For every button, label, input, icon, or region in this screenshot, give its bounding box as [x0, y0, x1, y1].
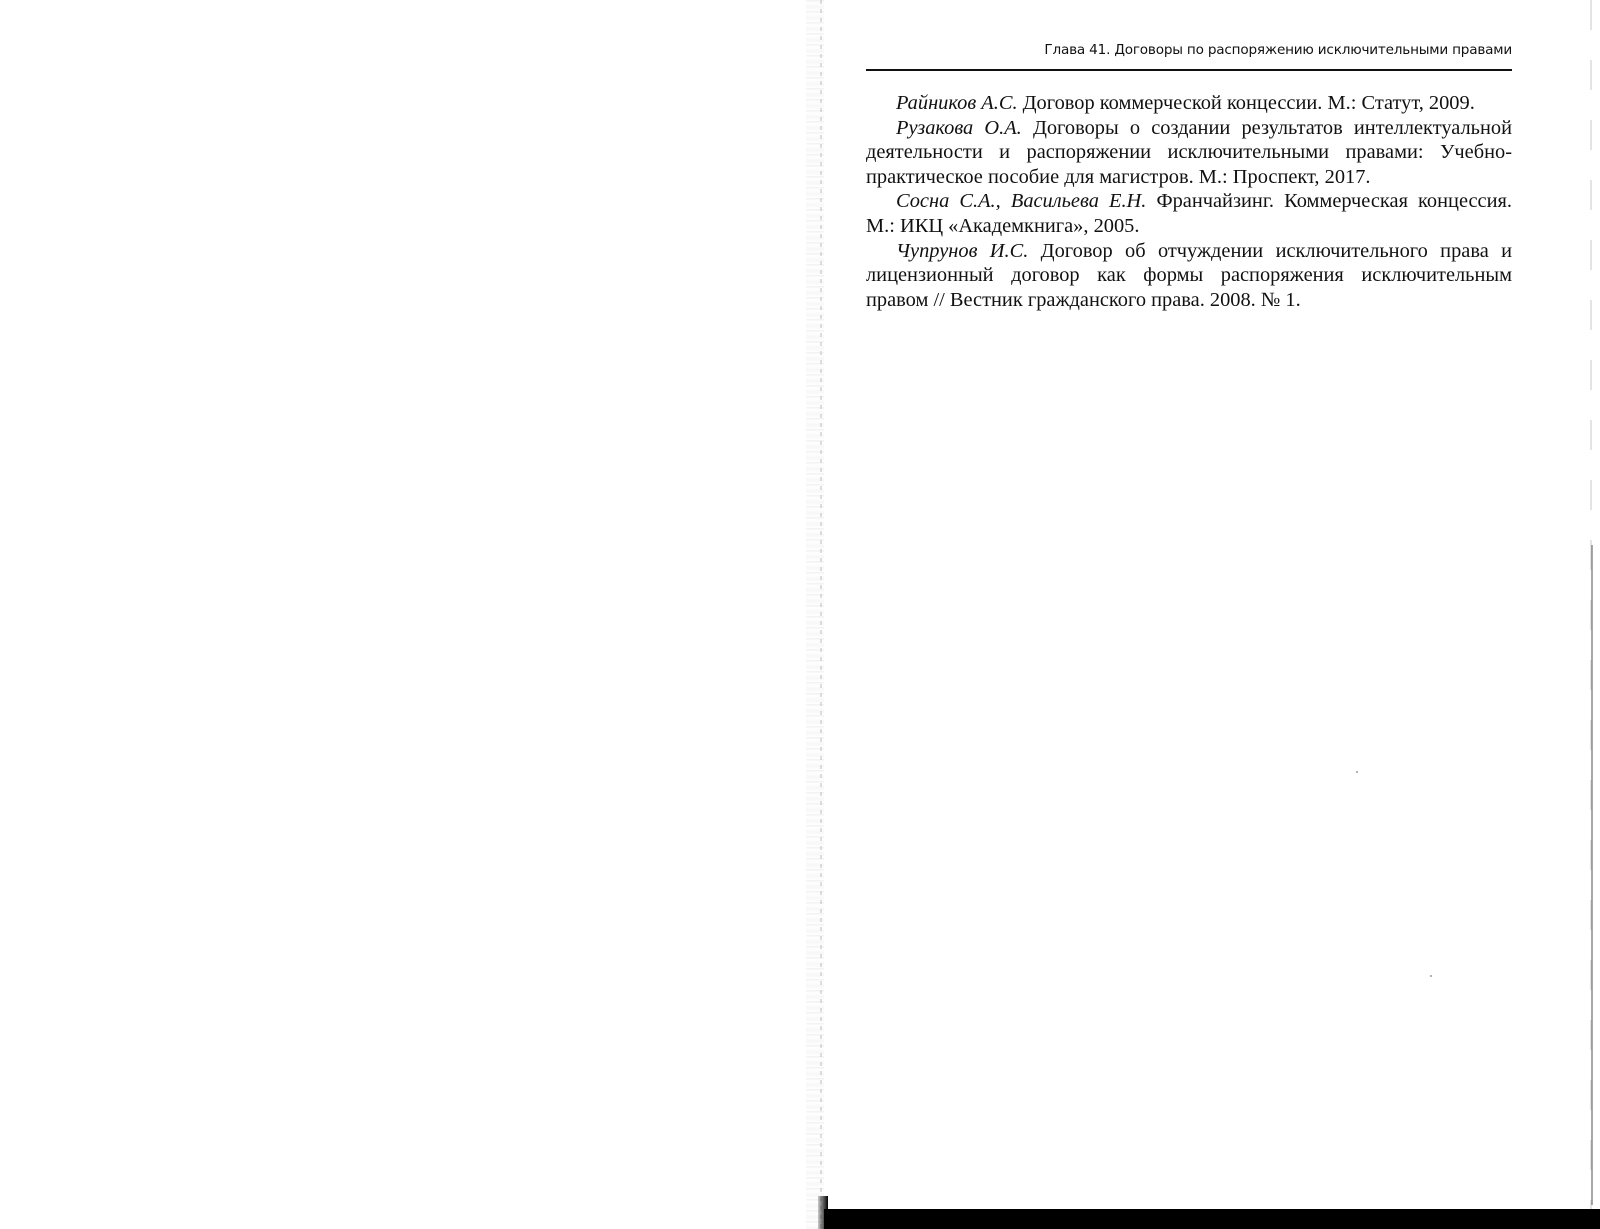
scan-speck	[1356, 771, 1358, 773]
reference-text: Договор коммерческой концессии. М.: Статут, 2009.	[1017, 92, 1475, 114]
gutter-shadow	[820, 0, 822, 1229]
reference-text: Франчайзинг. Коммерческая концессия. М.: ИКЦ «Академкнига», 2005.	[866, 190, 1512, 237]
reference-list	[866, 91, 1512, 312]
reference-text: Договоры о создании результатов интеллектуальной деятельности и распоряжении исключительными правами: Учебно-практическое пособие для магистров. М.: Проспект, 2017.	[866, 116, 1512, 188]
reference-author: Райников А.С.	[896, 92, 1018, 114]
reference-item	[866, 239, 1512, 313]
running-head: Глава 41. Договоры по распоряжению исключительными правами	[1044, 42, 1512, 58]
header-rule	[866, 69, 1512, 71]
scan-speck	[1430, 975, 1432, 977]
page-edge-shadow	[1591, 545, 1593, 1205]
reference-author: Чупрунов И.С.	[896, 239, 1029, 262]
reference-author: Рузакова О.А.	[896, 116, 1022, 139]
reference-item	[866, 189, 1512, 238]
reference-text: Договор об отчуждении исключительного права и лицензионный договор как формы распоряжения исключительным правом // Вестник гражданского права. 2008. № 1.	[866, 239, 1512, 311]
reference-item	[866, 91, 1512, 116]
reference-author: Сосна С.А., Васильева Е.Н.	[896, 190, 1147, 213]
scan-bottom-border	[824, 1209, 1600, 1229]
reference-item	[866, 116, 1512, 190]
